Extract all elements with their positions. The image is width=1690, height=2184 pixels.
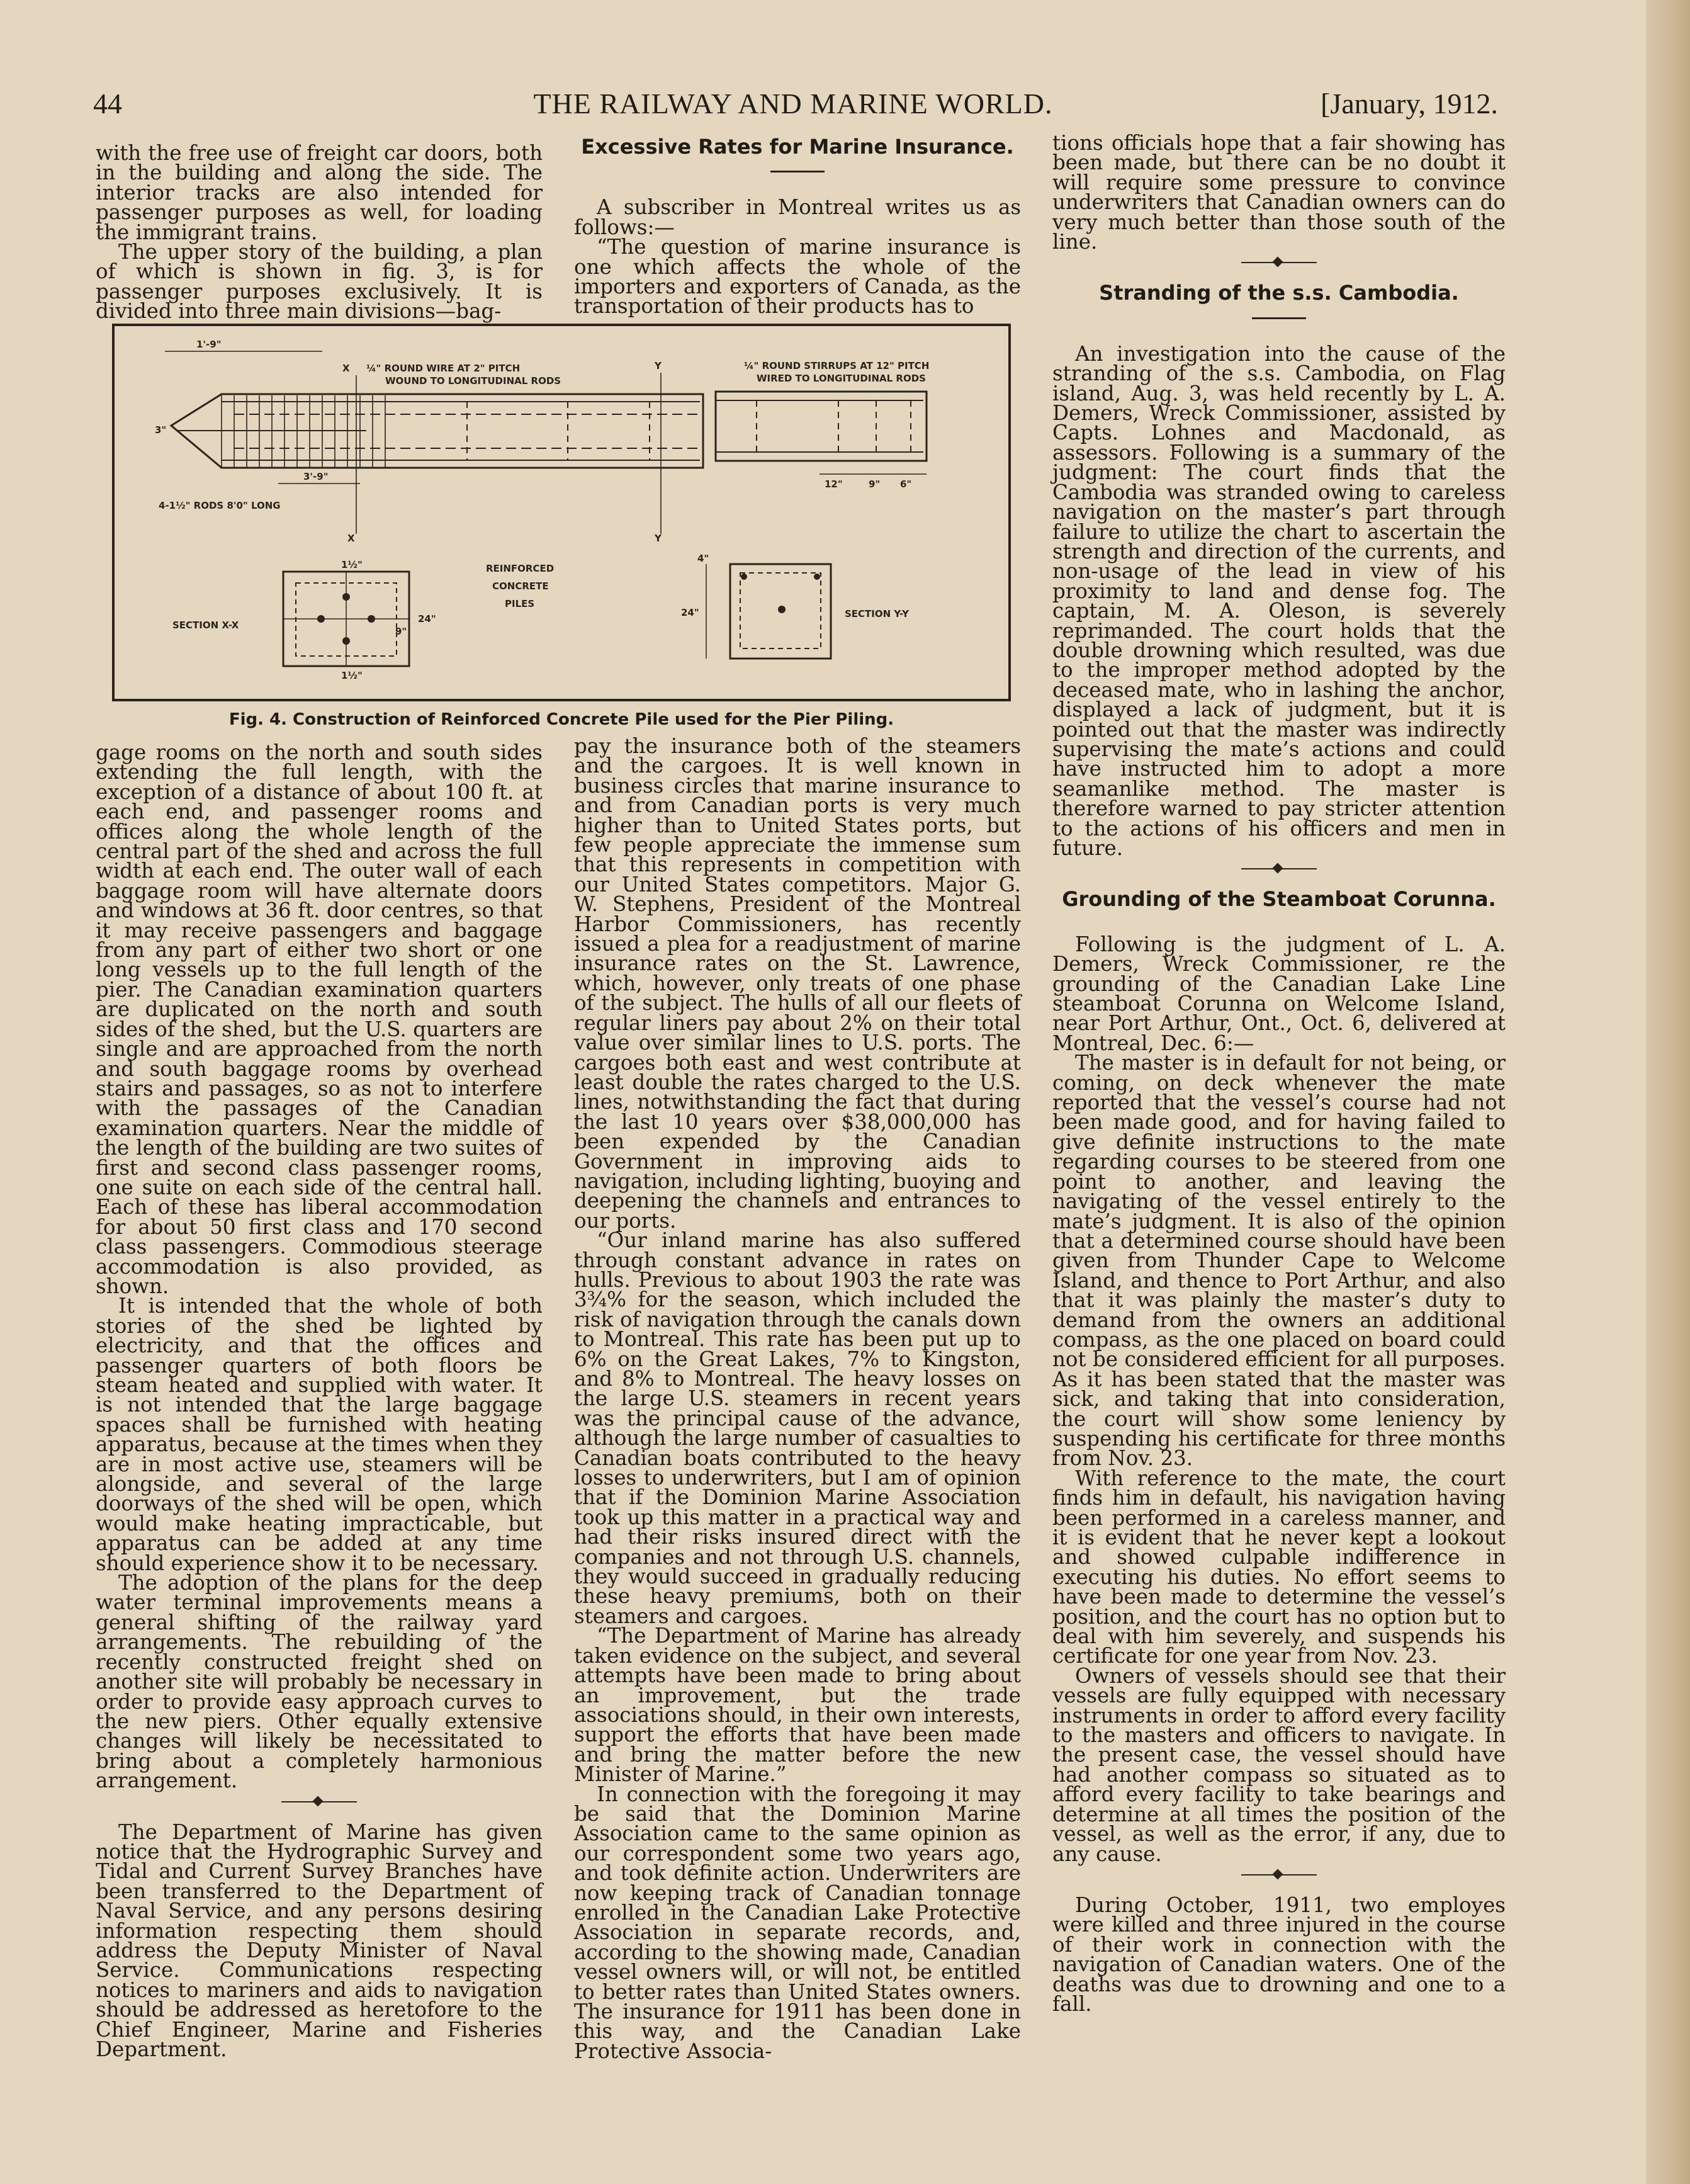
paragraph: pay the insurance both of the steamers and the cargoes. It is well known in business circles that marine insurance to and from Canadian ports is very much higher than to United States ports, but few people appreciate the immense sum that this represents in competition with our United States competitors. Major G. W. Stephens, President of the Montreal Harbor Commissioners, has recently issued a plea for a readjustment of marine insurance rates on the St. Lawrence, which, however, only treats of one phase of the subject. The hulls of all our fleets of regular liners pay about 2% on their total value over similar lines to U.S. ports. The cargoes both east and west contribute at least double the rates charged to the U.S. lines, notwithstanding the fact that during the last 10 years over $38,000,000 has been expended by the Canadian Government in improving aids to navigation, including lighting, buoying and deepening the channels and entrances to our ports. (574, 734, 1021, 1233)
article-heading-insurance: Excessive Rates for Marine Insurance. (581, 135, 1014, 159)
fig-dim-6: 6" (900, 478, 912, 490)
fig-dim-9: 9" (869, 478, 881, 490)
paragraph: “The question of marine insurance is one which affects the whole of the importers and exporters of Canada, as the transportation of their products has to (574, 235, 1021, 319)
journal-title: THE RAILWAY AND MARINE WORLD. (533, 88, 1053, 120)
fig-dim-1-5a: 1½" (341, 559, 363, 570)
figure-caption: Fig. 4. Construction of Reinforced Concrete Pile used for the Pier Piling. (228, 710, 894, 729)
section-ornament (1241, 262, 1317, 263)
fig-title-1: REINFORCED (486, 563, 555, 574)
section-ornament (281, 1801, 357, 1802)
paragraph: “Our inland marine has also suffered through constant advance in rates on hulls. Previous to about 1903 the rate was 3¾% for the season, which included the risk of navigation through the canals down to Montreal. This rate has been put up to 6% on the Great Lakes, 7% to Kingston, and 8% to Montreal. The heavy losses on the large U.S. steamers in recent years was the principal cause of the advance, although the large number of casualties to Canadian boats contributed to the heavy losses to underwriters, but I am of opinion that if the Dominion Marine Association took up this matter in a practical way and had their risks insured direct with the companies and not through U.S. channels, they would succeed in gradually reducing these heavy premiums, both on their steamers and cargoes. (574, 1228, 1021, 1628)
fig-dim-12: 12" (825, 478, 843, 490)
fig-title-2: CONCRETE (492, 580, 549, 592)
col1-bottom (96, 740, 543, 2061)
heading-rule (1252, 317, 1306, 319)
col1-top (96, 141, 543, 324)
fig-mark-y2: Y (655, 533, 662, 544)
paragraph: An investigation into the cause of the stranding of the s.s. Cambodia, on Flag island, Aug. 3, was held recently by L. A. Demers, Wreck Commissioner, assisted by Capts. Lohnes and Macdonald, as assessors. Following is a summary of the judgment: The court finds that the Cambodia was stranded owing to careless navigation on the master’s part through failure to utilize the chart to ascertain the strength and direction of the currents, and non-usage of the lead in view of his proximity to land and dense fog. The captain, M. A. Oleson, is severely reprimanded. The court holds that the double drowning which resulted, was due to the improper method adopted by the deceased mate, who in lashing the anchor, displayed a lack of judgment, but it is pointed out that the master was indirectly supervising the mate’s actions and could have instructed him to adopt a more seamanlike method. The master is therefore warned to pay stricter attention to the actions of his officers and men in future. (1052, 341, 1506, 860)
fig-dim-1-9: 1'-9" (196, 339, 222, 350)
article-heading-cambodia: Stranding of the s.s. Cambodia. (1099, 281, 1459, 305)
fig-title-3: PILES (505, 598, 535, 609)
fig-label-stirrups: ¼" ROUND STIRRUPS AT 12" PITCH (744, 360, 930, 371)
pile-drawing-figure (112, 324, 1011, 701)
paragraph: The Department of Marine has given notice that the Hydrographic Survey and Tidal and Current Survey Branches have been transferred to the Department of Naval Service, and any persons desiring information respecting them should address the Deputy Minister of Naval Service. Communications respecting notices to mariners and aids to navigation should be addressed as heretofore to the Chief Engineer, Marine and Fisheries Department. (96, 1819, 543, 2061)
paragraph: The adoption of the plans for the deep water terminal improvements means a general shifting of the railway yard arrangements. The rebuilding of the recently constructed freight shed on another site will probably be necessary in order to provide easy approach curves to the new piers. Other equally extensive changes will likely be necessitated to bring about a completely harmonious arrangement. (96, 1571, 543, 1793)
fig-dim-4: 4" (697, 553, 709, 564)
fig-label-wire2: WOUND TO LONGITUDINAL RODS (385, 375, 561, 387)
col2-bottom (574, 734, 1021, 2063)
article-heading-corunna: Grounding of the Steamboat Corunna. (1062, 887, 1496, 912)
section-ornament (1241, 1874, 1317, 1876)
fig-dim-1-5b: 1½" (341, 670, 363, 681)
heading-rule (770, 171, 825, 173)
col2-top (574, 137, 1021, 317)
paragraph: With reference to the mate, the court finds him in default, his navigation having been performed in a careless manner, and it is evident that he never kept a lookout and showed culpable indifference in executing his duties. No effort seems to have been made to determine the vessel’s position, and the court has no option but to deal with him severely, and suspends his certificate for one year from Nov. 23. (1052, 1466, 1506, 1668)
fig-mark-x: X (342, 363, 350, 374)
fig-label-rods: 4-1½" RODS 8'0" LONG (159, 500, 281, 511)
fig-dim-3-9: 3'-9" (303, 471, 329, 482)
paragraph: Following is the judgment of L. A. Demers, Wreck Commissioner, re the grounding of the Canadian Lake Line steamboat Corunna on Welcome Island, near Port Arthur, Ont., Oct. 6, delivered at Montreal, Dec. 6:— (1052, 932, 1506, 1055)
issue-date: [January, 1912. (1321, 88, 1498, 120)
fig-dim-9b: 9" (395, 626, 407, 637)
paragraph: During October, 1911, two employes were killed and three injured in the course of their work in connection with the navigation of Canadian waters. One of the deaths was due to drowning and one to a fall. (1052, 1893, 1506, 2016)
section-ornament (1241, 868, 1317, 869)
fig-dim-24b: 24" (681, 607, 699, 618)
fig-section-yy: SECTION Y-Y (845, 608, 909, 620)
paragraph: In connection with the foregoing it may be said that the Dominion Marine Association came to the same opinion as our correspondent some two years ago, and took definite action. Underwriters are now keeping track of Canadian tonnage enrolled in the Canadian Lake Protective Association in separate records, and, according to the showing made, Canadian vessel owners will, or will not, be entitled to better rates than United States owners. The insurance for 1911 has been done in this way, and the Canadian Lake Protective Associa- (574, 1782, 1021, 2063)
paragraph: “The Department of Marine has already taken evidence on the subject, and several attempts have been made to bring about an improvement, but the trade associations should, in their own interests, support the efforts that have been made and bring the matter before the new Minister of Marine.” (574, 1624, 1021, 1787)
fig-dim-3: 3" (155, 424, 167, 436)
fig-dim-24a: 24" (418, 613, 436, 625)
paragraph: Owners of vessels should see that their vessels are fully equipped with necessary instruments in order to afford every facility to the masters and officers to navigate. In the present case, the vessel should have had another compass so situated as to afford every facility to take bearings and determine at all times the position of the vessel, as well as the error, if any, due to any cause. (1052, 1663, 1506, 1866)
fig-mark-x2: X (347, 533, 355, 544)
fig-section-xx: SECTION X-X (172, 620, 239, 631)
paragraph: tions officials hope that a fair showing has been made, but there can be no doubt it will require some pressure to convince underwriters that Canadian owners can do very much better than those south of the line. (1052, 131, 1506, 254)
page-edge-shadow (1646, 0, 1690, 2184)
fig-mark-y: Y (655, 360, 662, 371)
paragraph: It is intended that the whole of both stories of the shed be lighted by electricity, and that the offices and passenger quarters of both floors be steam heated and supplied with water. It is not intended that the large baggage spaces shall be furnished with heating apparatus, because at the times when they are in most active use, steamers will be alongside, and several of the large doorways of the shed will be open, which would make heating impracticable, but apparatus can be added at any time should experience show it to be necessary. (96, 1294, 543, 1575)
paragraph: The upper story of the building, a plan of which is shown in fig. 3, is for passenger purposes exclusively. It is divided into three main divisions—bag- (96, 240, 543, 324)
paragraph: The master is in default for not being, or coming, on deck whenever the mate reported that the vessel’s course had not been made good, and for having failed to give definite instructions to the mate regarding courses to be steered from one point to another, and leaving the navigating of the vessel entirely to the mate’s judgment. It is also of the opinion that a determined course should have been given from Thunder Cape to Welcome Island, and thence to Port Arthur, and also that it was plainly the master’s duty to demand from the owners an additional compass, as the one placed on board could not be considered efficient for all purposes. As it has been stated that the master was sick, and taking that into consideration, the court will show some leniency by suspending his certificate for three months from Nov. 23. (1052, 1051, 1506, 1471)
pile-drawing (115, 326, 1008, 699)
page-header (88, 81, 1498, 131)
fig-label-stirrups2: WIRED TO LONGITUDINAL RODS (757, 373, 926, 384)
col3 (1052, 133, 1506, 2014)
page-number: 44 (93, 88, 122, 120)
paragraph: gage rooms on the north and south sides extending the full length, with the exception of a distance of about 100 ft. at each end, and passenger rooms and offices along the whole length of the central part of the shed and across the full width at each end. The outer wall of each baggage room will have alternate doors and windows at 36 ft. door centres, so that it may receive passengers and baggage from any part of either two short or one long vessels up to the full length of the pier. The Canadian examination quarters are duplicated on the north and south sides of the shed, but the U.S. quarters are single and are approached from the north and south baggage rooms by overhead stairs and passages, so as not to interfere with the passages of the Canadian examination quarters. Near the middle of the length of the building are two suites of first and second class passenger rooms, one suite on each side of the central hall. Each of these has liberal accommodation for about 50 first class and 170 second class passengers. Commodious steerage accommodation is also provided, as shown. (96, 740, 543, 1298)
paragraph: with the free use of freight car doors, both in the building and along the side. The interior tracks are also intended for passenger purposes as well, for loading the immigrant trains. (96, 141, 543, 244)
fig-label-wire: ¼" ROUND WIRE AT 2" PITCH (366, 363, 521, 374)
paragraph: A subscriber in Montreal writes us as follows:— (574, 195, 1021, 239)
